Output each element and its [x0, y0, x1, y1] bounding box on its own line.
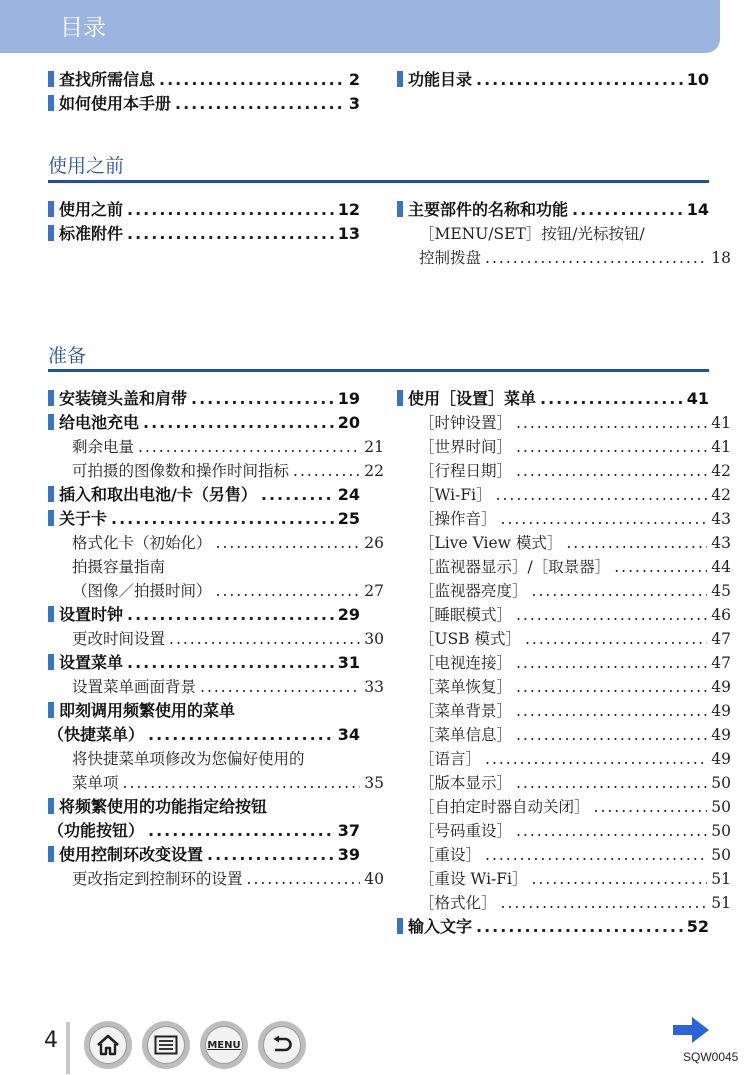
toc-entry-title: ［Wi-Fi］ [419, 486, 492, 504]
toc-page-number: 44 [711, 558, 731, 576]
toc-page-number: 50 [711, 798, 731, 816]
toc-entry-title: ［版本显示］ [419, 774, 513, 792]
toc-entry[interactable] [48, 819, 360, 843]
toc-page-number: 31 [337, 653, 360, 672]
toc-entry[interactable] [48, 222, 360, 246]
toc-entry[interactable] [48, 92, 360, 116]
dot-leader [247, 867, 361, 891]
toc-entry-title: ［操作音］ [419, 510, 497, 528]
dot-leader [516, 411, 707, 435]
toc-entry[interactable] [48, 507, 360, 531]
toc-entry-title: 将快捷菜单项修改为您偏好使用的 [72, 750, 305, 768]
contents-icon [154, 1035, 178, 1055]
dot-leader [516, 771, 707, 795]
toc-page-number: 51 [711, 894, 731, 912]
toc-entry[interactable] [48, 747, 384, 771]
home-button[interactable] [84, 1021, 132, 1069]
toc-entry-title: ［号码重设］ [419, 822, 513, 840]
toc-page-number: 26 [364, 534, 384, 552]
toc-entry[interactable] [397, 555, 731, 579]
dot-leader [485, 747, 707, 771]
toc-entry[interactable] [48, 483, 360, 507]
toc-entry[interactable] [48, 699, 360, 723]
toc-entry[interactable] [48, 555, 384, 579]
toc-column-right [397, 68, 709, 92]
dot-leader [127, 603, 334, 627]
toc-page-number: 43 [711, 534, 731, 552]
toc-entry-title: 功能目录 [408, 70, 473, 89]
toc-entry-title: 主要部件的名称和功能 [408, 200, 569, 219]
home-icon [96, 1034, 120, 1056]
toc-page-number: 33 [364, 678, 384, 696]
toc-page-number: 51 [711, 870, 731, 888]
toc-entry[interactable] [397, 891, 731, 915]
dot-leader [127, 651, 334, 675]
toc-page-number: 12 [337, 200, 360, 219]
menu-button[interactable] [200, 1021, 248, 1069]
toc-entry[interactable] [397, 579, 731, 603]
dot-leader [191, 387, 334, 411]
toc-page-number: 41 [686, 389, 709, 408]
toc-entry[interactable] [397, 915, 709, 939]
toc-entry[interactable] [397, 627, 731, 651]
toc-page-number: 52 [686, 917, 709, 936]
toc-page-number: 13 [337, 224, 360, 243]
dot-leader [293, 459, 360, 483]
dot-leader [516, 675, 707, 699]
footer-divider [66, 1022, 70, 1074]
toc-entry-title: ［菜单信息］ [419, 726, 513, 744]
toc-entry-title: 输入文字 [408, 917, 473, 936]
dot-leader [501, 507, 708, 531]
toc-page-number: 50 [711, 846, 731, 864]
toc-entry-title: ［行程日期］ [419, 462, 513, 480]
toc-page-number: 24 [337, 485, 360, 504]
toc-entry[interactable] [48, 627, 384, 651]
toc-entry-title: ［世界时间］ [419, 438, 513, 456]
toc-entry-title: （快捷菜单） [48, 725, 145, 744]
model-code: SQW0045 [683, 1050, 739, 1064]
dot-leader [261, 483, 334, 507]
dot-leader [614, 555, 707, 579]
toc-page-number: 3 [348, 94, 360, 113]
back-button[interactable] [258, 1021, 306, 1069]
toc-page-number: 41 [711, 414, 731, 432]
toc-entry-title: 将频繁使用的功能指定给按钮 [59, 797, 268, 816]
toc-entry[interactable] [48, 867, 384, 891]
toc-entry[interactable] [397, 387, 709, 411]
toc-entry-title: 设置时钟 [59, 605, 124, 624]
toc-page-number: 21 [364, 438, 384, 456]
toc-entry[interactable] [48, 675, 384, 699]
header-bar [0, 0, 720, 53]
toc-entry-title: 使用之前 [59, 200, 124, 219]
toc-entry-title: ［USB 模式］ [419, 630, 521, 648]
dot-leader [566, 531, 707, 555]
toc-entry-title: （图像／拍摄时间） [72, 582, 212, 600]
toc-entry-title: ［监视器显示］/［取景器］ [419, 558, 611, 576]
toc-entry[interactable] [397, 603, 731, 627]
dot-leader [216, 579, 361, 603]
toc-entry[interactable] [397, 747, 731, 771]
toc-entry-title: ［重设 Wi-Fi］ [419, 870, 528, 888]
dot-leader [516, 819, 707, 843]
toc-entry-title: ［重设］ [419, 846, 482, 864]
toc-page-number: 22 [364, 462, 384, 480]
back-icon [270, 1035, 294, 1055]
toc-entry[interactable] [397, 819, 731, 843]
toc-entry-title: ［时钟设置］ [419, 414, 513, 432]
toc-column-left [48, 68, 360, 116]
dot-leader [516, 603, 707, 627]
toc-entry-title: （功能按钮） [48, 821, 145, 840]
toc-entry-title: 剩余电量 [72, 438, 135, 456]
dot-leader [516, 459, 707, 483]
toc-entry[interactable] [48, 843, 360, 867]
dot-leader [127, 222, 334, 246]
toc-page-number: 2 [348, 70, 360, 89]
toc-page-number: 47 [711, 654, 731, 672]
toc-page-number: 25 [337, 509, 360, 528]
toc-page-number: 41 [711, 438, 731, 456]
toc-entry[interactable] [397, 246, 731, 270]
toc-page-number: 34 [337, 725, 360, 744]
dot-leader [138, 435, 360, 459]
toc-entry-title: 安装镜头盖和肩带 [59, 389, 188, 408]
dot-leader [501, 891, 708, 915]
toc-entry[interactable] [397, 222, 731, 246]
toc-entry-title: 格式化卡（初始化） [72, 534, 212, 552]
dot-leader [169, 627, 360, 651]
toc-entry-title: 控制拨盘 [419, 249, 482, 267]
toc-entry-title: ［Live View 模式］ [419, 534, 563, 552]
toc-entry[interactable] [397, 723, 731, 747]
dot-leader [148, 819, 334, 843]
toc-entry[interactable] [397, 699, 731, 723]
toc-page-number: 39 [337, 845, 360, 864]
toc-page-number: 42 [711, 462, 731, 480]
toc-column-right [397, 198, 731, 270]
toc-entry-title: ［监视器亮度］ [419, 582, 528, 600]
toc-entry-title: 可拍摄的图像数和操作时间指标 [72, 462, 290, 480]
toc-entry-title: ［菜单背景］ [419, 702, 513, 720]
toc-entry-title: 即刻调用频繁使用的菜单 [59, 701, 236, 720]
toc-page-number: 43 [711, 510, 731, 528]
toc-entry-title: 设置菜单画面背景 [72, 678, 197, 696]
toc-page-number: 18 [711, 249, 731, 267]
dot-leader [159, 68, 345, 92]
dot-leader [476, 68, 683, 92]
toc-entry-title: 给电池充电 [59, 413, 140, 432]
dot-leader [148, 723, 334, 747]
dot-leader [525, 627, 707, 651]
next-page-arrow-icon[interactable] [672, 1016, 710, 1044]
toc-entry[interactable] [397, 483, 731, 507]
menu-icon: MENU [207, 1039, 241, 1051]
toc-page-number: 45 [711, 582, 731, 600]
dot-leader [540, 387, 683, 411]
toc-entry-title: 更改指定到控制环的设置 [72, 870, 243, 888]
toc-entry[interactable] [48, 198, 360, 222]
toc-page-number: 35 [364, 774, 384, 792]
toc-entry[interactable] [48, 435, 384, 459]
toc-entry-title: 标准附件 [59, 224, 124, 243]
dot-leader [476, 915, 683, 939]
toc-page-number: 19 [337, 389, 360, 408]
section-title-preparation: 准备 [48, 345, 87, 367]
toc-entry[interactable] [397, 675, 731, 699]
dot-leader [516, 699, 707, 723]
toc-entry-title: ［电视连接］ [419, 654, 513, 672]
page-number: 4 [44, 1028, 58, 1053]
toc-page-number: 42 [711, 486, 731, 504]
toc-entry[interactable] [48, 723, 360, 747]
toc-entry[interactable] [48, 387, 360, 411]
dot-leader [485, 246, 707, 270]
toc-entry-title: 使用控制环改变设置 [59, 845, 204, 864]
toc-entry-title: ［格式化］ [419, 894, 497, 912]
toc-entry-title: 拍摄容量指南 [72, 558, 166, 576]
toc-entry[interactable] [397, 68, 709, 92]
toc-page-number: 29 [337, 605, 360, 624]
toc-entry-title: 更改时间设置 [72, 630, 166, 648]
toc-entry[interactable] [48, 68, 360, 92]
toc-entry-title: 设置菜单 [59, 653, 124, 672]
toc-entry[interactable] [397, 198, 709, 222]
toc-entry-title: 菜单项 [72, 774, 119, 792]
dot-leader [175, 92, 345, 116]
dot-leader [216, 531, 361, 555]
toc-entry-title: ［MENU/SET］按钮/光标按钮/ [419, 225, 645, 243]
dot-leader [143, 411, 334, 435]
dot-leader [532, 579, 708, 603]
dot-leader [594, 795, 708, 819]
toc-column-right [397, 387, 731, 939]
section-divider [48, 369, 709, 372]
toc-column-left [48, 198, 360, 246]
toc-page-number: 10 [686, 70, 709, 89]
toc-entry[interactable] [397, 867, 731, 891]
toc-page-number: 49 [711, 750, 731, 768]
toc-column-left [48, 387, 384, 891]
toc-page-number: 49 [711, 726, 731, 744]
toc-entry-title: ［语言］ [419, 750, 482, 768]
dot-leader [127, 198, 334, 222]
toc-page-number: 50 [711, 774, 731, 792]
toc-page-number: 20 [337, 413, 360, 432]
dot-leader [496, 483, 708, 507]
toc-page-number: 14 [686, 200, 709, 219]
toc-entry[interactable] [397, 843, 731, 867]
toc-entry[interactable] [397, 771, 731, 795]
toc-entry-title: 插入和取出电池/卡（另售） [59, 485, 257, 504]
toc-entry[interactable] [397, 459, 731, 483]
toc-entry-title: 如何使用本手册 [59, 94, 172, 113]
dot-leader [111, 507, 334, 531]
toc-page-number: 49 [711, 702, 731, 720]
contents-button[interactable] [142, 1021, 190, 1069]
dot-leader [200, 675, 360, 699]
toc-entry[interactable] [397, 435, 731, 459]
dot-leader [485, 843, 707, 867]
dot-leader [207, 843, 334, 867]
toc-entry-title: 查找所需信息 [59, 70, 156, 89]
section-title-before-use: 使用之前 [48, 155, 125, 177]
toc-entry[interactable] [48, 651, 360, 675]
toc-page-number: 27 [364, 582, 384, 600]
toc-page-number: 40 [364, 870, 384, 888]
toc-entry-title: 使用［设置］菜单 [408, 389, 537, 408]
dot-leader [516, 723, 707, 747]
toc-entry[interactable] [48, 579, 384, 603]
toc-entry[interactable] [48, 771, 384, 795]
toc-entry[interactable] [397, 795, 731, 819]
dot-leader [516, 435, 707, 459]
toc-entry[interactable] [397, 411, 731, 435]
dot-leader [572, 198, 683, 222]
toc-entry[interactable] [397, 531, 731, 555]
toc-entry[interactable] [48, 795, 360, 819]
dot-leader [516, 651, 707, 675]
toc-page-number: 30 [364, 630, 384, 648]
dot-leader [123, 771, 361, 795]
toc-entry-title: ［菜单恢复］ [419, 678, 513, 696]
page-title: 目录 [60, 15, 106, 41]
toc-entry[interactable] [397, 651, 731, 675]
toc-entry[interactable] [397, 507, 731, 531]
toc-page-number: 49 [711, 678, 731, 696]
toc-page-number: 50 [711, 822, 731, 840]
toc-page-number: 47 [711, 630, 731, 648]
toc-entry-title: ［自拍定时器自动关闭］ [419, 798, 590, 816]
toc-entry[interactable] [48, 411, 360, 435]
toc-entry[interactable] [48, 603, 360, 627]
toc-page-number: 37 [337, 821, 360, 840]
toc-page-number: 46 [711, 606, 731, 624]
toc-entry[interactable] [48, 459, 384, 483]
toc-entry-title: 关于卡 [59, 509, 108, 528]
section-divider [48, 180, 709, 183]
toc-entry-title: ［睡眠模式］ [419, 606, 513, 624]
dot-leader [532, 867, 708, 891]
toc-entry[interactable] [48, 531, 384, 555]
